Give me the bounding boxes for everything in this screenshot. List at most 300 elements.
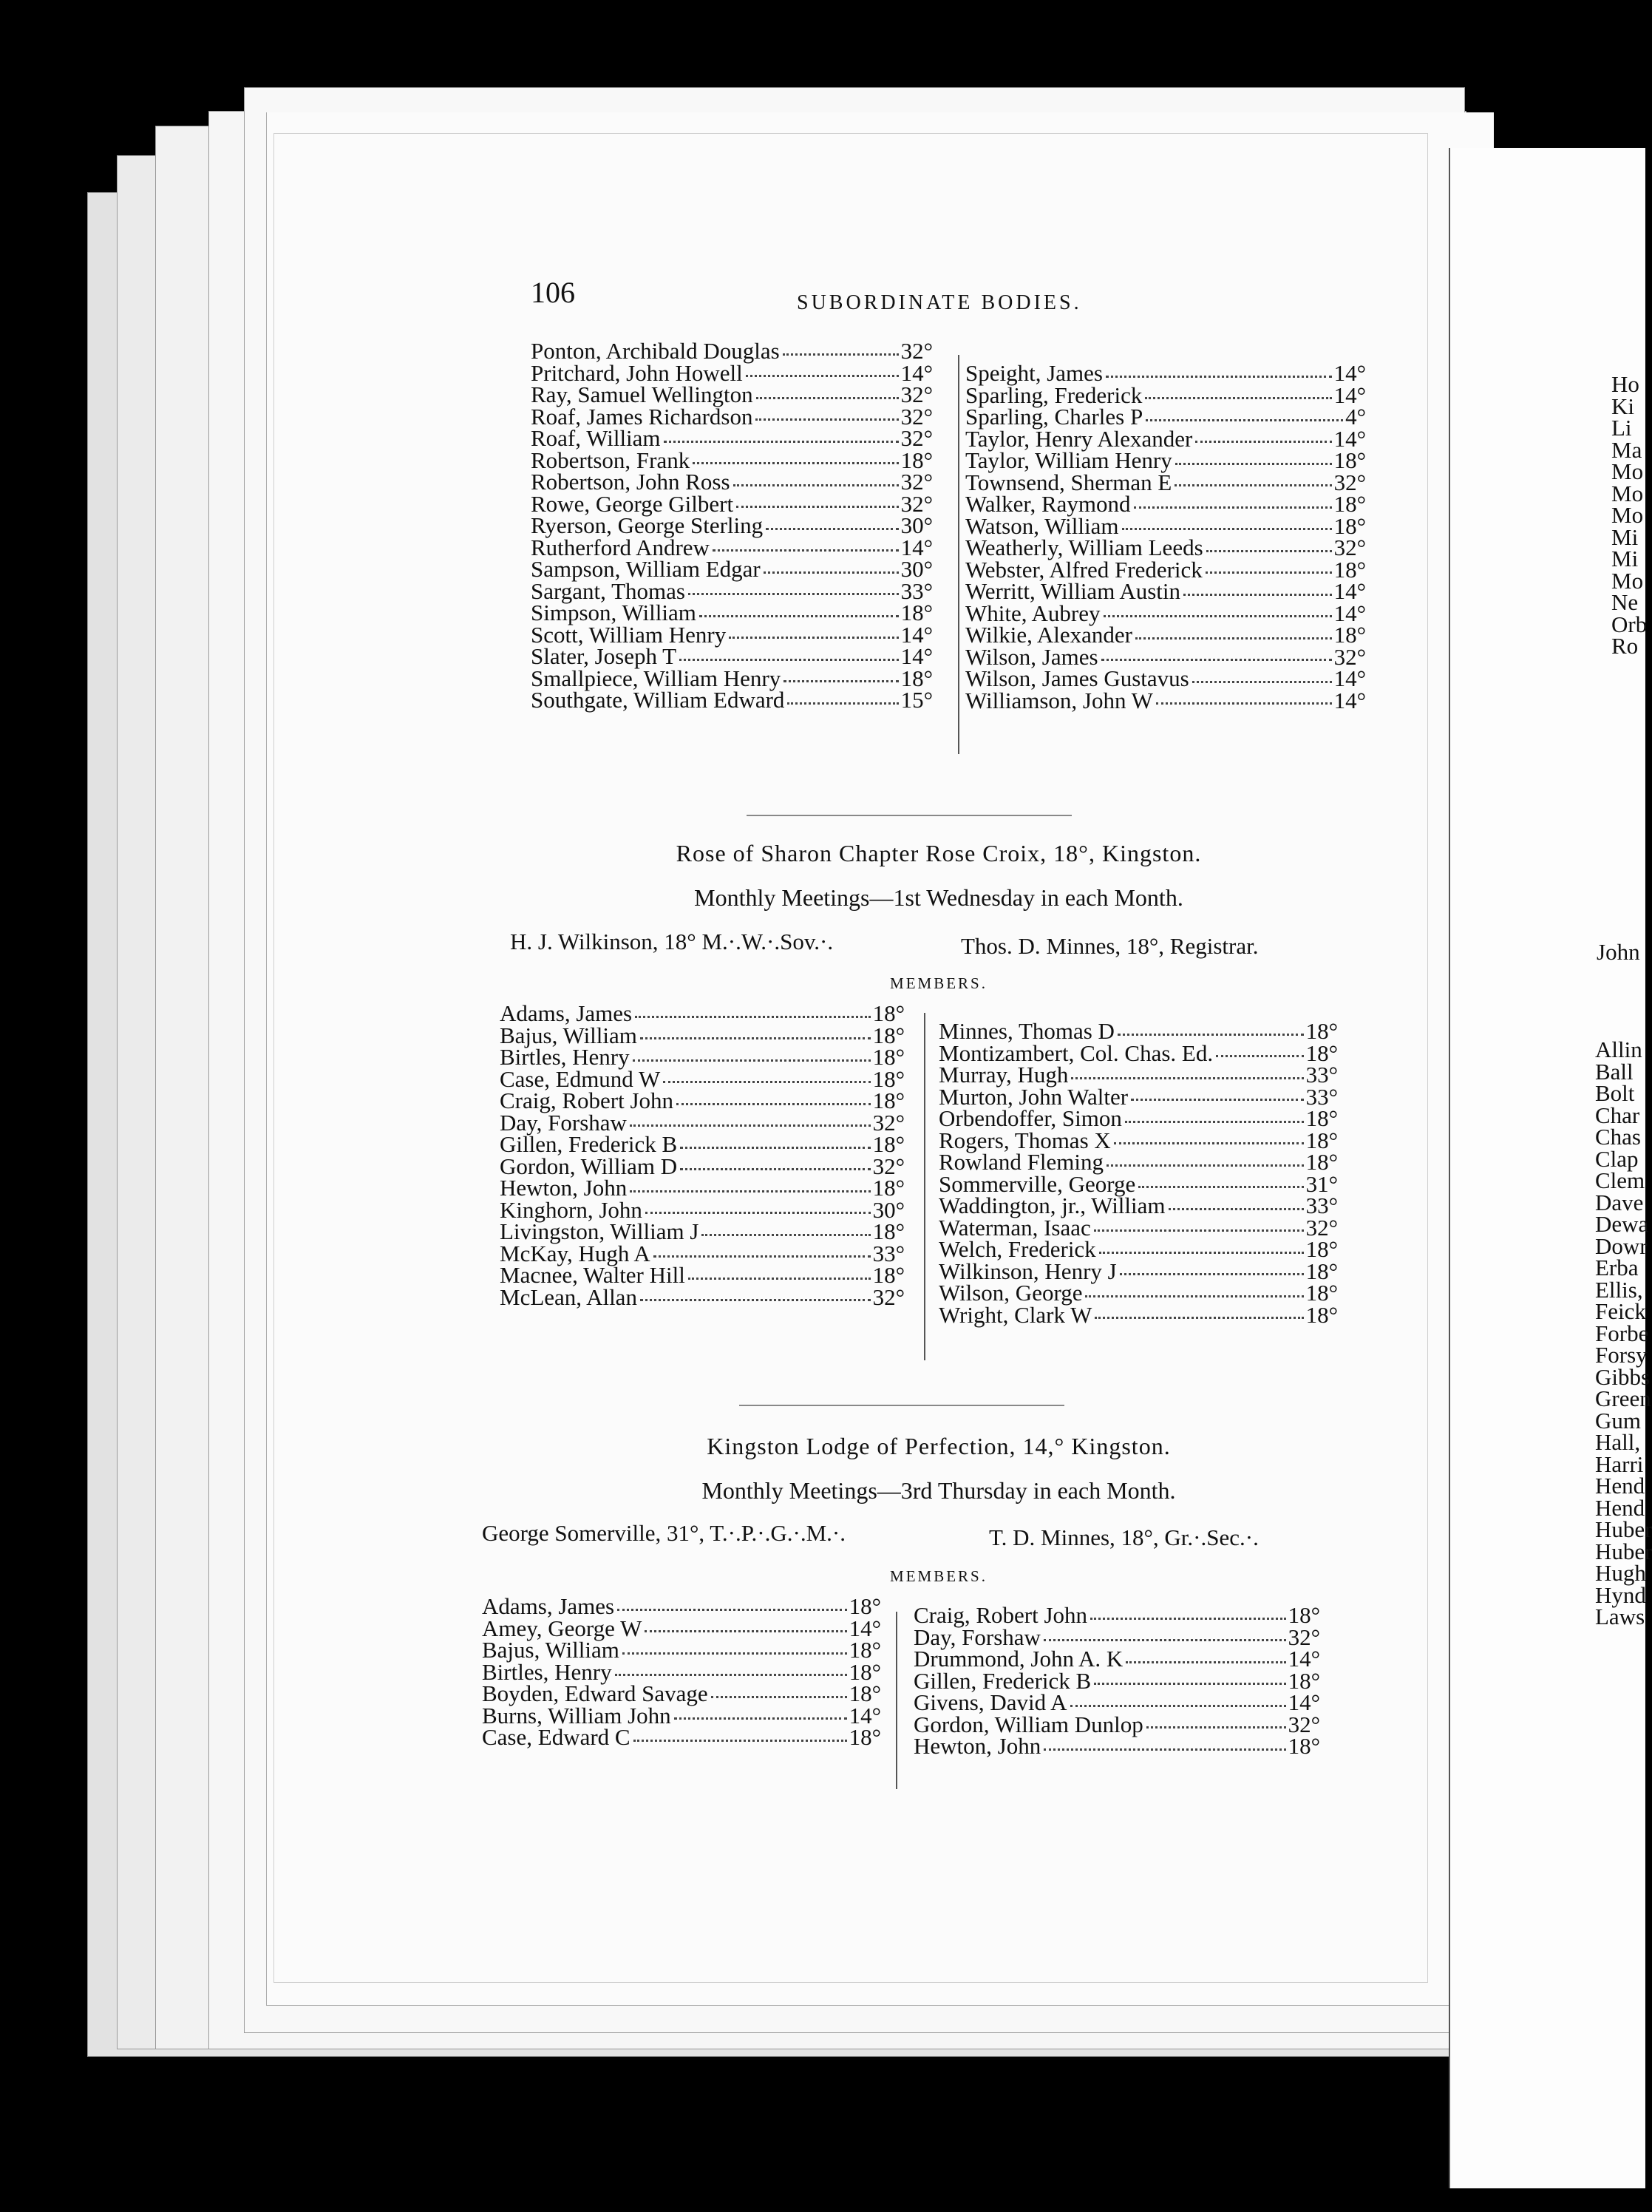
facing-page-text: Mo (1611, 458, 1644, 484)
member-entry (531, 577, 933, 604)
dot-leader (1183, 580, 1332, 596)
member-entry (500, 1065, 905, 1092)
facing-page-text: Huber (1595, 1516, 1652, 1542)
member-degree: 18° (849, 1680, 881, 1706)
member-entry (965, 512, 1366, 539)
member-degree: 33° (900, 577, 933, 604)
member-name: Robertson, Frank (531, 447, 690, 473)
member-name: Rowland Fleming (939, 1149, 1104, 1175)
dot-leader (1101, 646, 1332, 662)
member-name: Day, Forshaw (500, 1109, 627, 1136)
member-entry (965, 469, 1366, 495)
dot-leader (1175, 472, 1331, 487)
member-degree: 32° (872, 1283, 905, 1310)
member-name: Wilkie, Alexander (965, 622, 1133, 648)
section-rule (747, 815, 1072, 816)
dot-leader (688, 1264, 871, 1280)
member-degree: 18° (1288, 1667, 1320, 1694)
kingston-officer-secretary: T. D. Minnes, 18°, Gr.·.Sec.·. (989, 1524, 1259, 1550)
member-degree: 18° (849, 1593, 881, 1619)
member-name: Robertson, John Ross (531, 469, 730, 495)
member-degree: 14° (1333, 600, 1366, 626)
member-entry (500, 1153, 905, 1179)
dot-leader (640, 1286, 871, 1302)
dot-leader (635, 1002, 871, 1018)
facing-page-text: Gibbs (1595, 1363, 1651, 1390)
member-entry (531, 449, 933, 472)
dot-leader (787, 689, 898, 705)
dot-leader (645, 1618, 846, 1633)
member-entry (482, 1615, 881, 1641)
member-entry (531, 665, 933, 691)
facing-page-text: Laws (1595, 1604, 1645, 1629)
member-degree: 18° (1305, 1280, 1338, 1306)
facing-page-text: Ro (1611, 633, 1639, 659)
member-name: Birtles, Henry (500, 1044, 630, 1070)
member-degree: 32° (900, 469, 933, 495)
dot-leader (1145, 384, 1331, 400)
member-name: Sparling, Frederick (965, 381, 1143, 408)
dot-leader (680, 1133, 870, 1149)
member-name: Taylor, Henry Alexander (965, 425, 1193, 452)
member-entry (500, 1109, 905, 1136)
member-entry (531, 490, 933, 517)
member-entry (531, 689, 933, 711)
member-degree: 15° (900, 687, 933, 713)
dot-leader (1169, 1195, 1304, 1210)
member-entry (965, 425, 1366, 452)
member-name: Amey, George W (482, 1615, 642, 1641)
dot-leader (711, 1683, 847, 1698)
member-name: Macnee, Walter Hill (500, 1262, 685, 1288)
facing-page-text: Hend (1595, 1494, 1645, 1521)
dot-leader (653, 1243, 871, 1258)
member-entry (965, 537, 1366, 559)
dot-leader (764, 558, 899, 574)
facing-page-text: Li (1611, 415, 1632, 441)
facing-page-text: Erba (1595, 1255, 1639, 1280)
member-degree: 18° (872, 1131, 905, 1157)
member-entry (914, 1626, 1320, 1649)
dot-leader (1134, 493, 1332, 509)
member-name: Wilson, James (965, 643, 1098, 670)
member-name: Murray, Hugh (939, 1062, 1069, 1088)
member-name: Orbendoffer, Simon (939, 1105, 1122, 1131)
member-name: Sargant, Thomas (531, 577, 685, 604)
dot-leader (766, 515, 898, 530)
member-name: Taylor, William Henry (965, 447, 1172, 473)
dot-leader (1216, 1042, 1304, 1058)
member-degree: 18° (900, 665, 933, 691)
dot-leader (1070, 1692, 1286, 1707)
member-degree: 14° (1288, 1646, 1320, 1672)
dot-leader (1044, 1735, 1285, 1751)
member-entry (965, 493, 1366, 515)
dot-leader (1125, 1107, 1304, 1123)
member-name: McLean, Allan (500, 1283, 637, 1310)
member-name: Speight, James (965, 360, 1103, 386)
dot-leader (1135, 624, 1332, 639)
member-name: Livingston, William J (500, 1218, 699, 1244)
member-degree: 14° (900, 534, 933, 560)
member-entry (500, 1283, 905, 1310)
member-entry (965, 449, 1366, 472)
dot-leader (1094, 1217, 1304, 1232)
member-entry (531, 602, 933, 624)
dot-leader (1107, 1151, 1304, 1167)
page-number: 106 (531, 276, 575, 309)
dot-leader (622, 1639, 847, 1655)
facing-page-text: Forbe (1595, 1320, 1649, 1346)
column-divider (896, 1612, 897, 1789)
member-name: Townsend, Sherman E (965, 469, 1172, 495)
facing-page-text: Dowr (1595, 1232, 1648, 1259)
member-name: Ray, Samuel Wellington (531, 381, 753, 407)
member-degree: 30° (900, 512, 933, 538)
member-degree: 18° (900, 447, 933, 473)
member-entry (531, 558, 933, 580)
member-entry (482, 1658, 881, 1685)
kingston-members-right (914, 1604, 1320, 1757)
member-degree: 18° (1305, 1149, 1338, 1175)
member-entry (482, 1680, 881, 1706)
member-name: Waterman, Isaac (939, 1214, 1091, 1241)
facing-page-text: Green (1595, 1385, 1651, 1411)
dot-leader (736, 493, 899, 509)
member-degree: 32° (1333, 535, 1366, 560)
member-name: Burns, William John (482, 1702, 671, 1728)
facing-page-text: Ho (1611, 371, 1639, 397)
member-degree: 14° (1333, 425, 1366, 452)
member-name: Hewton, John (914, 1733, 1041, 1759)
member-name: Werritt, William Austin (965, 578, 1181, 604)
member-entry (965, 643, 1366, 670)
dot-leader (1095, 1304, 1303, 1320)
member-entry (531, 427, 933, 449)
member-entry (914, 1648, 1320, 1670)
member-degree: 14° (849, 1702, 881, 1728)
member-name: Wright, Clark W (939, 1301, 1092, 1328)
facing-page-text: Chas (1595, 1124, 1641, 1150)
member-entry (965, 580, 1366, 603)
member-entry (531, 512, 933, 538)
member-entry (939, 1301, 1338, 1328)
dot-leader (630, 1112, 871, 1127)
facing-page-text: Char (1595, 1102, 1640, 1128)
dot-leader (633, 1726, 847, 1742)
facing-page-text: Mi (1611, 546, 1639, 571)
member-entry (965, 665, 1366, 691)
rose-meetings: Monthly Meetings—1st Wednesday in each Month. (694, 884, 1183, 911)
dot-leader (1106, 362, 1332, 378)
member-name: McKay, Hugh A (500, 1240, 650, 1266)
dot-leader (1156, 690, 1332, 705)
dot-leader (633, 1046, 871, 1062)
member-entry (939, 1238, 1338, 1261)
member-name: Bajus, William (482, 1637, 619, 1663)
member-entry (939, 1151, 1338, 1173)
member-entry (939, 1107, 1338, 1130)
member-name: Rutherford Andrew (531, 534, 710, 560)
dot-leader (746, 362, 899, 378)
member-entry (500, 1046, 905, 1068)
dot-leader (701, 1221, 870, 1236)
dot-leader (729, 624, 898, 639)
member-name: Birtles, Henry (482, 1658, 612, 1685)
member-degree: 14° (900, 643, 933, 669)
member-entry (939, 1258, 1338, 1284)
member-name: Weatherly, William Leeds (965, 535, 1203, 560)
dot-leader (783, 340, 899, 356)
member-degree: 14° (1333, 578, 1366, 604)
member-name: Welch, Frederick (939, 1236, 1096, 1262)
member-degree: 18° (1288, 1602, 1320, 1628)
member-entry (939, 1282, 1338, 1304)
page-title: SUBORDINATE BODIES. (797, 291, 1082, 314)
member-degree: 18° (872, 1262, 905, 1288)
member-entry (939, 1020, 1338, 1042)
member-degree: 18° (1305, 1105, 1338, 1131)
dot-leader (756, 384, 899, 399)
dot-leader (680, 1156, 870, 1171)
member-entry (482, 1595, 881, 1618)
member-name: Adams, James (500, 1000, 633, 1026)
member-entry (531, 645, 933, 668)
member-entry (939, 1192, 1338, 1218)
member-name: Wilson, George (939, 1280, 1083, 1306)
facing-page-text: Dewa (1595, 1211, 1649, 1237)
facing-page-text: Hall, (1595, 1429, 1641, 1455)
facing-page-text: Allin (1595, 1037, 1642, 1062)
member-entry (965, 381, 1366, 408)
facing-page-bottom-fragments (1595, 1037, 1652, 1629)
member-degree: 32° (900, 425, 933, 451)
dot-leader (664, 427, 899, 443)
member-name: Webster, Alfred Frederick (965, 556, 1203, 583)
dot-leader (1206, 559, 1332, 574)
member-degree: 18° (849, 1658, 881, 1685)
member-degree: 30° (900, 556, 933, 582)
member-name: Boyden, Edward Savage (482, 1680, 708, 1706)
member-entry (914, 1667, 1320, 1694)
facing-page-text: Mo (1611, 480, 1644, 506)
facing-page-text: Orb (1611, 611, 1648, 637)
member-degree: 30° (872, 1196, 905, 1223)
dot-leader (783, 668, 898, 683)
member-degree: 18° (1333, 512, 1366, 539)
dot-leader (615, 1661, 847, 1677)
rose-members-right (939, 1020, 1338, 1326)
facing-page-text: Ball (1595, 1058, 1634, 1085)
member-entry (965, 362, 1366, 384)
member-name: Craig, Robert John (914, 1602, 1088, 1628)
member-degree: 18° (1305, 1236, 1338, 1262)
facing-page-text: Forsy (1595, 1342, 1648, 1368)
dot-leader (1090, 1604, 1286, 1620)
member-degree: 14° (1333, 381, 1366, 408)
member-name: Murton, John Walter (939, 1083, 1129, 1110)
dot-leader (1118, 1020, 1304, 1036)
dot-leader (676, 1090, 871, 1105)
facing-page-text: Clap (1595, 1145, 1639, 1172)
member-degree: 14° (900, 621, 933, 648)
member-entry (965, 406, 1366, 428)
member-degree: 18° (1305, 1258, 1338, 1284)
member-name: Wilson, James Gustavus (965, 665, 1189, 691)
column-divider (958, 355, 959, 754)
member-entry (914, 1711, 1320, 1737)
member-entry (939, 1127, 1338, 1153)
dot-leader (755, 406, 898, 421)
facing-page-text: Ne (1611, 589, 1639, 615)
dot-leader (1138, 1173, 1303, 1189)
member-entry (482, 1639, 881, 1661)
member-name: Slater, Joseph T (531, 643, 677, 669)
member-name: Day, Forshaw (914, 1624, 1041, 1650)
member-entry (965, 600, 1366, 626)
member-entry (482, 1702, 881, 1728)
member-degree: 18° (1305, 1127, 1338, 1153)
member-degree: 18° (1288, 1733, 1320, 1759)
kingston-officer-master: George Somerville, 31°, T.·.P.·.G.·.M.·. (482, 1520, 846, 1546)
facing-page-john: John (1597, 939, 1640, 965)
member-degree: 32° (900, 403, 933, 430)
member-name: Walker, Raymond (965, 491, 1131, 517)
member-degree: 32° (1288, 1624, 1320, 1650)
dot-leader (663, 1068, 870, 1084)
member-entry (531, 340, 933, 362)
member-degree: 32° (872, 1109, 905, 1136)
member-name: Gordon, William D (500, 1153, 678, 1179)
dot-leader (1044, 1626, 1286, 1642)
member-degree: 18° (1305, 1018, 1338, 1044)
member-degree: 18° (1305, 1039, 1338, 1066)
facing-page-text: Gum (1595, 1407, 1641, 1434)
dot-leader (713, 537, 899, 552)
member-entry (531, 381, 933, 407)
member-name: Rowe, George Gilbert (531, 490, 734, 517)
facing-page-text: Hynd (1595, 1581, 1646, 1608)
rose-members-left (500, 1002, 905, 1308)
member-name: Craig, Robert John (500, 1088, 674, 1113)
member-entry (531, 534, 933, 560)
member-entry (965, 687, 1366, 713)
member-name: Drummond, John A. K (914, 1646, 1124, 1672)
member-entry (500, 1002, 905, 1025)
member-entry (500, 1177, 905, 1199)
member-entry (500, 1090, 905, 1112)
member-entry (965, 624, 1366, 646)
member-name: Sommerville, George (939, 1170, 1136, 1197)
dot-leader (679, 645, 899, 661)
member-degree: 18° (1333, 447, 1366, 473)
facing-page-top-fragments (1611, 371, 1648, 659)
member-name: Wilkinson, Henry J (939, 1258, 1117, 1284)
member-name: Givens, David A (914, 1689, 1067, 1715)
member-degree: 18° (1333, 622, 1366, 648)
dot-leader (674, 1705, 847, 1720)
member-degree: 18° (900, 600, 933, 625)
member-entry (482, 1726, 881, 1748)
member-degree: 33° (1305, 1062, 1338, 1088)
member-entry (500, 1240, 905, 1266)
member-degree: 31° (1305, 1170, 1338, 1197)
kingston-lodge-title: Kingston Lodge of Perfection, 14,° Kingston. (707, 1433, 1171, 1459)
member-entry (500, 1218, 905, 1244)
member-entry (531, 621, 933, 648)
dot-leader (733, 471, 899, 486)
member-degree: 32° (872, 1153, 905, 1179)
facing-page-text: Dave (1595, 1189, 1644, 1215)
member-name: Bajus, William (500, 1022, 637, 1048)
dot-leader (699, 602, 899, 617)
member-name: Gillen, Frederick B (914, 1667, 1092, 1694)
member-degree: 18° (849, 1637, 881, 1663)
member-entry (939, 1170, 1338, 1197)
member-degree: 32° (1288, 1711, 1320, 1737)
facing-page-text: Harri (1595, 1451, 1644, 1477)
rose-officer-sovereign: H. J. Wilkinson, 18° M.·.W.·.Sov.·. (510, 929, 834, 954)
member-entry (939, 1214, 1338, 1241)
member-name: Ponton, Archibald Douglas (531, 338, 780, 364)
member-degree: 4° (1345, 404, 1366, 430)
facing-page-text: Ellis, (1595, 1276, 1643, 1303)
member-name: Hewton, John (500, 1175, 628, 1201)
dot-leader (1146, 406, 1343, 421)
member-degree: 32° (1333, 643, 1366, 670)
dot-leader (688, 580, 899, 596)
facing-page-text: Hugh (1595, 1560, 1646, 1586)
dot-leader (1122, 515, 1332, 531)
dot-leader (1085, 1282, 1303, 1297)
member-name: Case, Edmund W (500, 1065, 661, 1092)
rose-officer-registrar: Thos. D. Minnes, 18°, Registrar. (961, 933, 1259, 959)
dot-leader (1071, 1064, 1303, 1079)
member-entry (939, 1064, 1338, 1086)
member-degree: 18° (872, 1044, 905, 1070)
member-name: Scott, William Henry (531, 621, 727, 648)
dot-leader (1192, 668, 1332, 683)
dot-leader (617, 1595, 847, 1611)
section-rule (739, 1405, 1064, 1406)
dot-leader (1126, 1648, 1285, 1663)
member-degree: 18° (1333, 556, 1366, 583)
member-entry (500, 1022, 905, 1048)
member-name: Watson, William (965, 512, 1119, 539)
member-name: Roaf, William (531, 425, 661, 451)
member-name: Minnes, Thomas D (939, 1018, 1115, 1044)
dot-leader (1094, 1670, 1285, 1686)
member-entry (965, 556, 1366, 583)
facing-page-text: Mo (1611, 502, 1644, 528)
member-entry (939, 1039, 1338, 1066)
member-entry (914, 1689, 1320, 1715)
dot-leader (645, 1199, 871, 1215)
member-entry (500, 1133, 905, 1156)
facing-page-text: Mi (1611, 523, 1639, 550)
column-divider (924, 1013, 925, 1360)
member-name: Case, Edward C (482, 1724, 630, 1750)
member-degree: 18° (872, 1000, 905, 1026)
member-entry (531, 359, 933, 386)
dot-leader (693, 449, 898, 465)
facing-page-text: Hend (1595, 1473, 1645, 1499)
member-name: Southgate, William Edward (531, 687, 785, 713)
member-degree: 33° (872, 1240, 905, 1266)
facing-page-text: Bolt (1595, 1080, 1635, 1106)
member-name: Gillen, Frederick B (500, 1131, 678, 1157)
member-degree: 18° (872, 1065, 905, 1092)
